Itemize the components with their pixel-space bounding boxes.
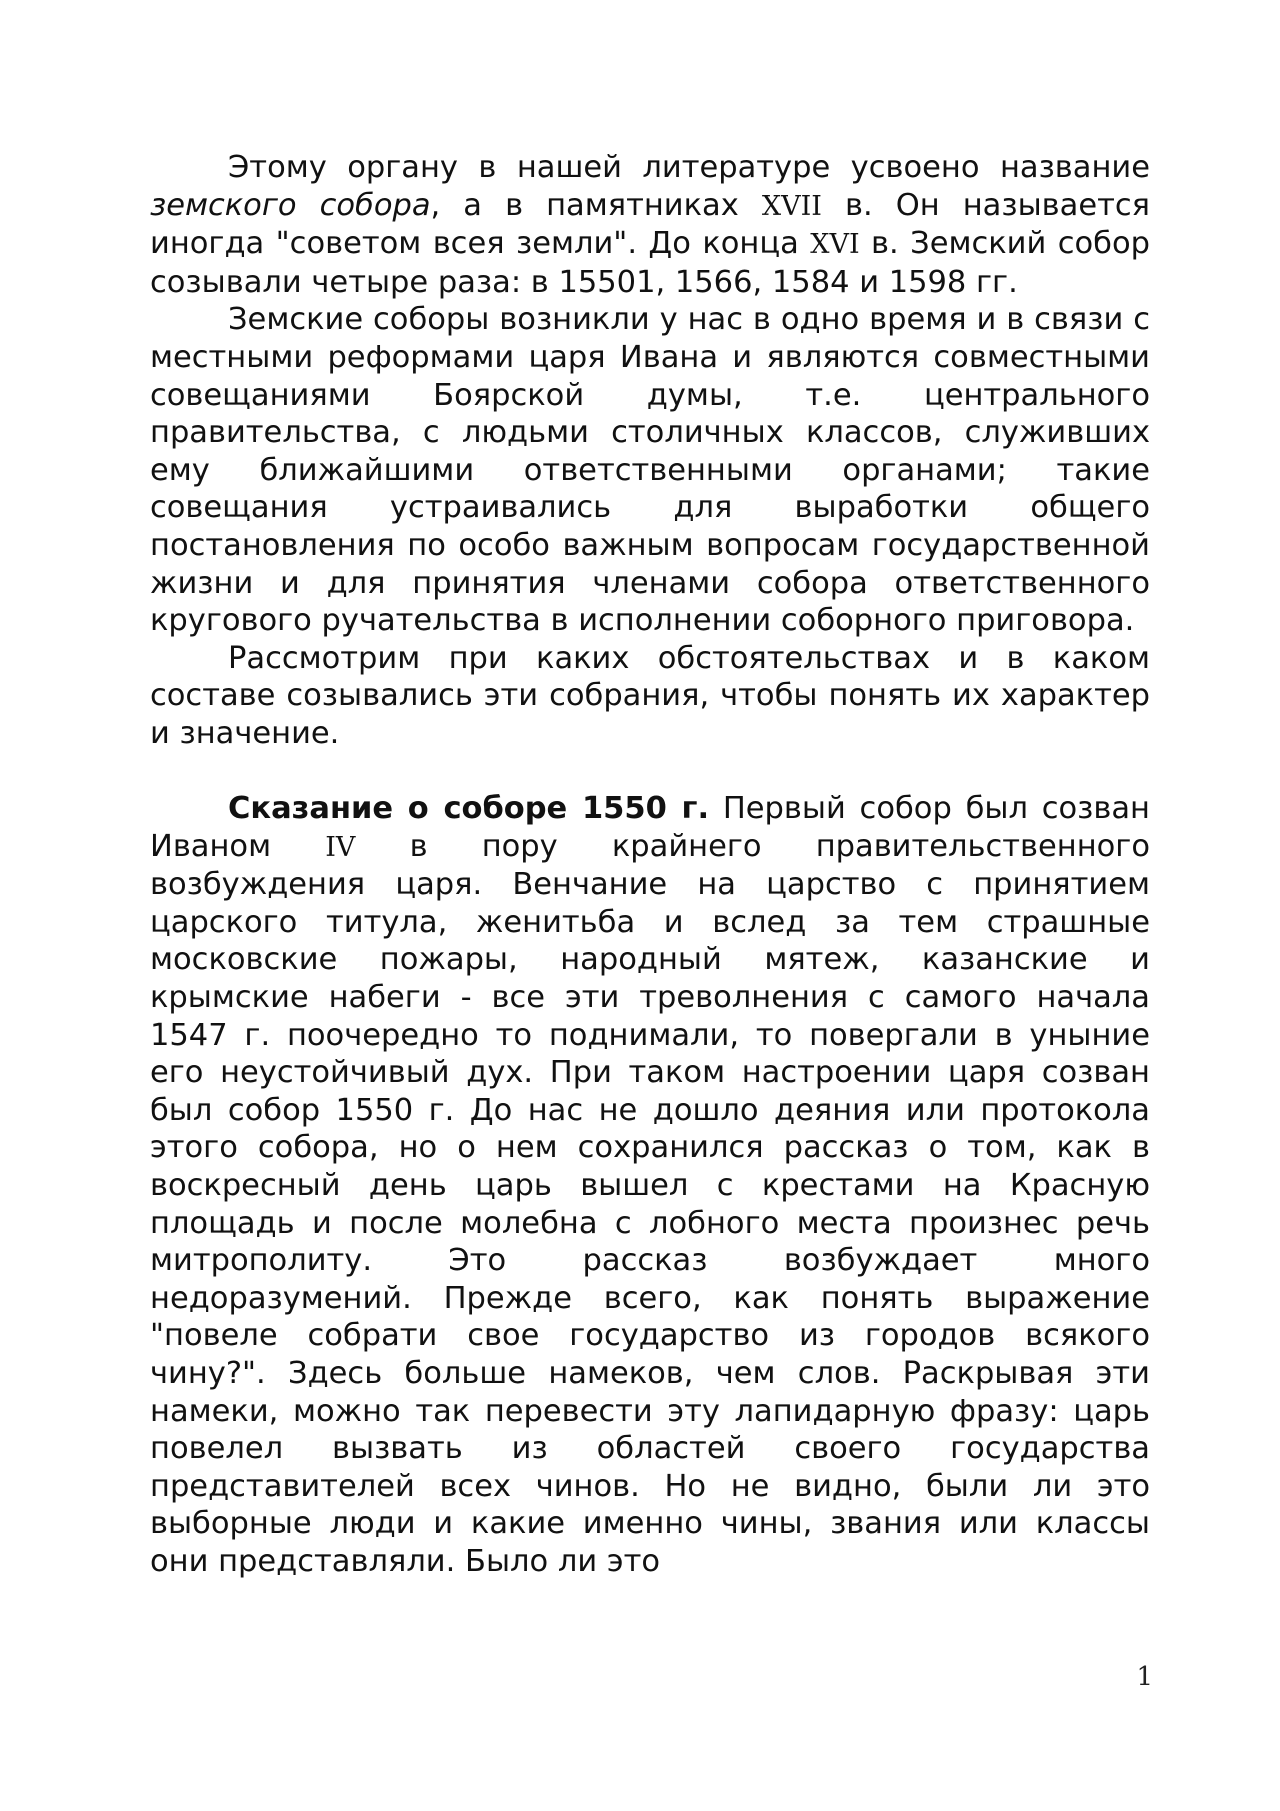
text-column	[150, 149, 1150, 1581]
section-sobor-1550	[150, 790, 1150, 1580]
century-numeral-xvi: XVI	[810, 229, 860, 261]
paragraph-1-text-a: Этому органу в нашей литературе усвоено название	[228, 150, 1150, 185]
paragraph-1-text-b: , а в памятниках	[430, 187, 762, 223]
paragraph-spacer	[150, 753, 1150, 791]
page-number: 1	[1136, 1662, 1153, 1692]
section-heading: Сказание о соборе 1550 г.	[228, 791, 710, 827]
section-intro-text: Первый собор был созван Иваном	[150, 791, 1150, 864]
century-numeral-xvii: XVII	[761, 190, 822, 222]
tsar-numeral-iv: IV	[325, 831, 356, 863]
term-zemsky-sobor: земского собора	[150, 187, 431, 223]
paragraph-zemsky-sobor-intro	[150, 149, 1150, 301]
paragraph-1-text-c: в. Он называется иногда "советом всея земли". До конца	[150, 187, 1150, 262]
paragraph-origin-of-sobors: Земские соборы возникли у нас в одно время и в связи с местными реформами царя Ивана и являются совместными совещаниями Боярской думы, т.е. центрального правительства, с людьми столичных классов, служивших ему ближайшими ответственными органами; такие совещания устраивались для выработки общего постановления по особо важным вопросам государственной жизни и для принятия членами собора ответственного кругового ручательства в исполнении соборного приговора.	[150, 302, 1150, 639]
section-body-text: в пору крайнего правительственного возбуждения царя. Венчание на царство с принятием царского титула, женитьба и вслед за тем страшные московские пожары, народный мятеж, казанские и крымские набеги - все эти треволнения с самого начала 1547 г. поочередно то поднимали, то повергали в уныние его неустойчивый дух. При таком настроении царя созван был собор 1550 г. До нас не дошло деяния или протокола этого собора, но о нем сохранился рассказ о том, как в воскресный день царь вышел с крестами на Красную площадь и после молебна с лобного места произнес речь митрополиту. Это рассказ возбуждает много недоразумений. Прежде всего, как понять выражение "повеле собрати свое государство из городов всякого чину?". Здесь больше намеков, чем слов. Раскрывая эти намеки, можно так перевести эту лапидарную фразу: царь повелел вызвать из областей своего государства представителей всех чинов. Но не видно, были ли это выборные люди и какие именно чины, звания или классы они представляли. Было ли это	[150, 828, 1150, 1579]
paragraph-circumstances: Рассмотрим при каких обстоятельствах и в каком составе созывались эти собрания, чтобы понять их характер и значение.	[150, 640, 1150, 751]
paragraph-1-text-d: в. Земский собор созывали четыре раза: в 15501, 1566, 1584 и 1598 гг.	[150, 226, 1150, 300]
